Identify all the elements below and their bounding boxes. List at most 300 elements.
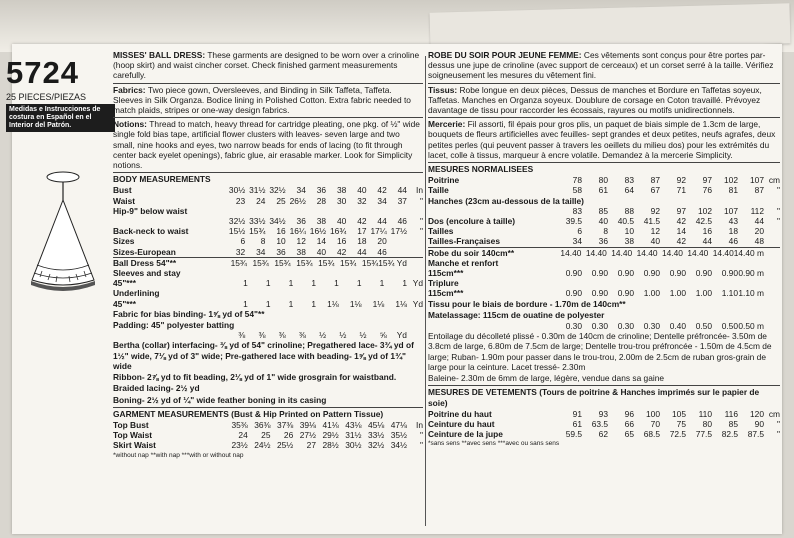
cell-value <box>265 268 285 278</box>
cell-value <box>306 268 326 278</box>
cell-value: 15¾ <box>296 257 313 268</box>
row-label: Poitrine <box>428 175 460 186</box>
row-label <box>113 216 225 226</box>
unit: " <box>420 430 423 441</box>
body-measurements-table <box>113 185 423 256</box>
yardage-table <box>113 257 423 309</box>
cell-value <box>608 196 634 206</box>
table-row <box>113 440 423 450</box>
cell-value <box>225 206 245 216</box>
cell-value <box>686 258 712 268</box>
cell-value: ⅜ <box>298 330 306 341</box>
cell-value: 16½ <box>309 226 327 237</box>
cell-value: 30½ <box>228 185 246 196</box>
cell-value: 32½ <box>367 440 385 451</box>
cell-value: 1.10 <box>721 288 738 299</box>
cell-value: 1 <box>288 278 294 289</box>
cell-value: 0.90 <box>565 288 582 299</box>
table-row <box>428 258 780 268</box>
cell-value: 38 <box>336 185 347 196</box>
cell-value: 44 <box>357 246 367 257</box>
cell-value: 44 <box>377 216 387 227</box>
unit <box>764 248 780 258</box>
unit: Yd <box>412 298 423 309</box>
boning-text: Boning- 2½ yd of ¼" wide feather boning in its casing <box>113 394 327 405</box>
cell-value: 61 <box>598 185 608 196</box>
cell-value: 1 <box>243 298 248 309</box>
cell-value: 38 <box>316 216 327 227</box>
cell-value: 65 <box>624 429 634 440</box>
cell-value: 25½ <box>276 440 294 451</box>
cell-value: 16 <box>702 226 712 237</box>
tissu-biais-text: Tissu pour le biais de bordure - 1.70m de 140cm** <box>428 298 626 309</box>
table-row <box>428 278 780 288</box>
cell-value: 0.90 <box>643 268 660 279</box>
row-label: Sizes <box>113 236 135 247</box>
cell-value: 20 <box>754 226 764 237</box>
entoilage-text: Entoilage du décolleté plissé - 0.30m de 140cm de crinoline; Dentelle préfroncée- 3.50m de 3.8cm de large, 6.80m de 7.5cm de large; Dentelle trou-trou préfroncée - 1.50m de 4.5cm de large; Ruban- 1.90m pour passer dans le trou-trou, 2.00m de 2.5cm de ruban gros-grain de large pour la ceinture. Lacet tressé- 2.30m <box>428 331 772 372</box>
cell-value: 28½ <box>322 440 339 451</box>
cell-value: 30½ <box>345 440 362 451</box>
cell-value: 78 <box>572 175 582 186</box>
cell-value: 14.40 <box>611 247 633 258</box>
fabrics-label: Fabrics: <box>113 84 146 95</box>
cell-value: 16¾ <box>330 226 347 237</box>
cell-value: 40 <box>357 185 367 196</box>
cell-value: 96 <box>624 408 634 419</box>
cell-value <box>316 288 339 298</box>
cell-value: 38 <box>296 246 306 257</box>
padding-row <box>113 320 423 330</box>
cell-value: 42 <box>336 246 347 257</box>
cell-value: 1 <box>243 278 248 289</box>
unit: " <box>777 418 780 429</box>
cell-value <box>712 258 738 268</box>
table-row <box>113 268 423 278</box>
cell-value: 33½ <box>249 216 266 227</box>
cell-value: 46 <box>397 216 407 227</box>
pattern-number: 5724 <box>6 55 79 90</box>
cell-value <box>387 236 407 246</box>
cell-value: 0.90 <box>591 268 608 279</box>
cell-value: 42 <box>676 236 686 247</box>
table-row <box>113 278 423 288</box>
padding-label: Padding: 45" polyester batting <box>113 320 235 331</box>
row-label: Poitrine du haut <box>428 408 492 419</box>
unit <box>407 268 423 278</box>
cell-value: 36 <box>276 246 286 257</box>
cell-value <box>738 258 764 268</box>
table-row <box>428 175 780 185</box>
row-label: Top Bust <box>113 419 149 430</box>
unit <box>407 247 423 257</box>
table-row <box>428 419 780 429</box>
table-row <box>428 429 780 439</box>
table-row <box>113 247 423 257</box>
unit: Yd <box>412 278 423 289</box>
cell-value: 80 <box>702 418 712 429</box>
cell-value <box>660 196 686 206</box>
table-row <box>428 196 780 206</box>
cell-value: 31½ <box>249 185 266 196</box>
cell-value: 1 <box>402 278 407 289</box>
cell-value: 48 <box>754 236 764 247</box>
cell-value: 14.40 <box>585 247 607 258</box>
cell-value <box>265 206 285 216</box>
cell-value: 26½ <box>289 195 306 206</box>
cell-value <box>326 268 346 278</box>
cell-value: 0.90 <box>721 268 738 279</box>
cell-value: 58 <box>572 185 582 196</box>
cell-value <box>387 206 407 216</box>
robe-intro: Ces vêtements sont conçus pour être portes par-dessus une jupe de crinoline (avec support de cerceaux) et un corset serré à la taille. Vérifiez soigneusement les mesures du vêtement fini. <box>428 50 774 81</box>
unit <box>764 236 780 246</box>
cell-value: 18 <box>357 236 367 247</box>
cell-value: 112 <box>750 205 764 216</box>
unit: cm <box>768 408 780 419</box>
cell-value: 24 <box>238 430 248 441</box>
cell-value: 43⅛ <box>345 419 362 430</box>
cell-value: 64 <box>624 185 634 196</box>
cell-value: 32½ <box>269 185 286 196</box>
cell-value: 0.30 <box>591 321 608 332</box>
cell-value: 107 <box>724 205 738 216</box>
row-label: Tailles-Françaises <box>428 236 501 247</box>
cell-value: 15¾ <box>230 257 247 268</box>
row-label: Ceinture de la jupe <box>428 429 503 440</box>
spanish-note: Medidas e Instrucciones de costura en Español en el Interior del Patrón. <box>6 104 115 132</box>
cell-value: 18 <box>728 226 738 237</box>
cell-value <box>738 196 764 206</box>
table-row <box>113 216 423 226</box>
cell-value: 14.40 <box>661 247 683 258</box>
table-row <box>113 185 423 195</box>
cell-value: 0.50 <box>695 321 712 332</box>
metrage-table <box>428 247 780 299</box>
row-label: Sizes-European <box>113 246 176 257</box>
cell-value: 12 <box>650 226 660 237</box>
cell-value: 33½ <box>367 430 385 441</box>
cell-value: 44 <box>397 185 407 196</box>
table-row <box>113 196 423 206</box>
cell-value: 10 <box>276 236 286 247</box>
cell-value <box>387 268 407 278</box>
mercerie-text: Fil assorti, fil épais pour gros plis, un paquet de biais simple de 1.3cm de large, bouquets de fleurs artificielles avec feuilles- sept grandes et deux petites, neufs agrafes, deux petites perles (qui peuvent passer à travers les oeillets du milieu dos) pour les extrémités du lacet, colle à tissus, marqueur à encre volatile. Demandez à la mercerie Simplicity. <box>428 119 776 160</box>
table-row <box>428 268 780 278</box>
cell-value: 40.5 <box>617 216 634 227</box>
cell-value: 17 <box>357 226 367 237</box>
cell-value: 17½ <box>390 226 407 237</box>
cell-value: 93 <box>598 408 608 419</box>
cell-value: 40 <box>336 216 347 227</box>
cell-value: 34 <box>256 246 266 257</box>
row-label: Sleeves and stay <box>113 268 181 279</box>
row-label: Robe du soir 140cm** <box>428 247 515 258</box>
cell-value: 0.40 <box>669 321 686 332</box>
cell-value: 77.5 <box>695 429 712 440</box>
cell-value: 14.40 <box>687 247 709 258</box>
cell-value: 92 <box>650 205 660 216</box>
cell-value <box>362 288 385 298</box>
cell-value: 42 <box>377 185 387 196</box>
cell-value: 40 <box>650 236 660 247</box>
row-label: Waist <box>113 195 136 206</box>
cell-value: 17¼ <box>370 226 387 237</box>
cell-value: 45⅛ <box>367 419 385 430</box>
cell-value: 87 <box>650 175 660 186</box>
row-label: Underlining <box>113 288 160 299</box>
unit: " <box>777 216 780 227</box>
cell-value: 66 <box>624 418 634 429</box>
row-label: Taille <box>428 185 449 196</box>
cell-value: 67 <box>650 185 660 196</box>
unit <box>764 196 780 206</box>
cell-value: 32 <box>357 195 367 206</box>
cell-value <box>384 288 407 298</box>
mesures-vetements-table <box>428 409 780 440</box>
cell-value <box>738 278 764 288</box>
cell-value: 42.5 <box>695 216 712 227</box>
cell-value: 1.00 <box>643 288 660 299</box>
cell-value: 16 <box>336 236 347 247</box>
cell-value: 0.50 m <box>738 321 764 332</box>
lacing-text: Braided lacing- 2½ yd <box>113 383 200 394</box>
cell-value: 39⅛ <box>299 419 316 430</box>
cell-value: 15¾ <box>361 257 379 268</box>
cell-value: 1 <box>356 278 362 289</box>
cell-value: 34 <box>572 236 582 247</box>
tissus-label: Tissus: <box>428 84 458 95</box>
bertha-text: Bertha (collar) interfacing- ⅜ yd of 54" crinoline; Pregathered lace- 3¾ yd of 1½" wide, 7⅛ yd of 3" wide; Pre-gathered lace with beading- 1⅝ yd of 1¾" wide <box>113 340 414 371</box>
row-label: Skirt Waist <box>113 440 156 451</box>
row-label: Ball Dress 54"** <box>113 257 177 268</box>
cell-value: 14.40 m <box>733 247 764 258</box>
cell-value: 90 <box>754 418 764 429</box>
unit: " <box>420 216 423 227</box>
cell-value: 15¾ <box>249 226 266 237</box>
cell-value: 82.5 <box>721 429 738 440</box>
cell-value: 15¾ Yd <box>378 257 407 268</box>
cell-value: 34 <box>296 185 306 196</box>
cell-value: 83 <box>572 205 582 216</box>
cell-value: 15¾ <box>318 257 335 268</box>
cell-value: 0.30 <box>643 321 660 332</box>
cell-value: 43 <box>728 216 738 227</box>
cell-value: 0.90 m <box>738 268 764 279</box>
cell-value <box>271 288 294 298</box>
cell-value: 47⅛ <box>390 419 407 430</box>
cell-value: 8 <box>603 226 608 237</box>
cell-value: 14.40 <box>560 247 582 258</box>
cell-value: 85 <box>728 418 738 429</box>
cell-value <box>712 278 738 288</box>
ribbon-text: Ribbon- 2⅞ yd to fit beading, 2⅛ yd of 1" wide grosgrain for waistband. <box>113 372 397 383</box>
cell-value: 1 <box>334 278 339 289</box>
row-label: Ceinture du haut <box>428 418 495 429</box>
table-row <box>113 258 423 268</box>
pieces-count: 25 PIECES/PIEZAS <box>6 92 87 102</box>
french-column <box>428 50 780 451</box>
matelassage-text: Matelassage: 115cm de ouatine de polyester <box>428 309 605 320</box>
cell-value: 27 <box>306 440 316 451</box>
cell-value: 1⅛ <box>372 298 385 309</box>
cell-value: 37⅜ <box>276 419 294 430</box>
ball-dress-illustration <box>28 165 98 295</box>
cell-value: 42 <box>357 216 367 227</box>
dress-title: MISSES' BALL DRESS: <box>113 50 206 60</box>
unit <box>764 278 780 288</box>
dress-intro: These garments are designed to be worn over a crinoline (hoop skirt) and waist cincher corset. Check finished garment measurements carefully. <box>113 50 420 81</box>
cell-value <box>367 268 387 278</box>
cell-value <box>346 268 366 278</box>
row-label <box>113 330 225 340</box>
table-row <box>113 206 423 216</box>
body-measurements-heading: BODY MEASUREMENTS <box>113 172 423 184</box>
cell-value <box>556 278 582 288</box>
footnote-fr: *sans sens **avec sens ***avec ou sans sens <box>428 440 560 448</box>
cell-value: 1⅛ <box>349 298 362 309</box>
cell-value: 102 <box>724 175 738 186</box>
cell-value <box>582 258 608 268</box>
unit: In <box>416 419 423 430</box>
unit <box>764 258 780 268</box>
table-row <box>428 248 780 258</box>
cell-value: 0.90 <box>591 288 608 299</box>
table-row <box>428 206 780 216</box>
cell-value: ⅜ <box>278 330 286 341</box>
cell-value <box>556 196 582 206</box>
row-label: Dos (encolure à taille) <box>428 216 516 227</box>
cell-value: 1 <box>265 298 271 309</box>
cell-value: 102 <box>698 205 712 216</box>
cell-value: 92 <box>676 175 686 186</box>
cell-value: 15¾ <box>274 257 291 268</box>
cell-value: 41⅛ <box>322 419 339 430</box>
table-row <box>428 185 780 195</box>
row-label: 45"*** <box>113 298 137 309</box>
cell-value: 0.90 <box>669 268 686 279</box>
unit <box>764 268 780 278</box>
cell-value: 8 <box>260 236 266 247</box>
baleine-text: Baleine- 2.30m de 6mm de large, légère, vendue dans sa gaine <box>428 373 665 384</box>
cell-value <box>634 278 660 288</box>
cell-value: 76 <box>702 185 712 196</box>
cell-value: 71 <box>676 185 686 196</box>
unit: " <box>777 205 780 216</box>
cell-value: 87 <box>754 185 764 196</box>
cell-value: 24½ <box>254 440 271 451</box>
cell-value: 39.5 <box>565 216 582 227</box>
cell-value: 0.50 <box>721 321 738 332</box>
cell-value: 1.10 m <box>738 288 764 299</box>
cell-value <box>634 196 660 206</box>
cell-value: 100 <box>646 408 660 419</box>
cell-value: 36 <box>316 185 327 196</box>
cell-value: 0.30 <box>565 321 582 332</box>
cell-value: Yd <box>396 330 407 341</box>
cell-value: 31½ <box>345 430 362 441</box>
cell-value <box>556 258 582 268</box>
column-divider <box>425 56 426 526</box>
cell-value: 14 <box>316 236 327 247</box>
unit: " <box>420 226 423 237</box>
cell-value: 6 <box>577 226 582 237</box>
matelassage-values <box>428 321 780 331</box>
cell-value: 1 <box>288 298 294 309</box>
cell-value: 15¾ <box>340 257 357 268</box>
tissus-text: Robe longue en deux pièces, Dessus de manches et Bordure en Taffetas soyeux, Taffetas. Manches en Organza soyeux. Doublure de corsage en Coton travaillé. Prévoyez davantage de tissu pour raccorder les écossais, rayures ou motifs unidirectionnels. <box>428 84 762 116</box>
cell-value: 23½ <box>231 440 248 451</box>
garment-measurements-heading: GARMENT MEASUREMENTS (Bust & Hip Printed on Pattern Tissue) <box>113 407 423 419</box>
table-row <box>113 299 423 309</box>
cell-value: 24 <box>256 195 266 206</box>
cell-value: 1 <box>311 298 316 309</box>
robe-title: ROBE DU SOIR POUR JEUNE FEMME: <box>428 50 582 60</box>
cell-value: 110 <box>698 408 712 419</box>
cell-value: 16¼ <box>289 226 306 237</box>
cell-value <box>293 288 316 298</box>
row-label <box>428 206 556 216</box>
cell-value: ½ <box>319 330 327 341</box>
unit <box>407 258 423 268</box>
row-label <box>428 321 556 331</box>
row-label: 45"*** <box>113 278 137 289</box>
cell-value: 25 <box>276 195 286 206</box>
row-label: Hanches (23cm au-dessous de la taille) <box>428 195 584 206</box>
cell-value <box>712 196 738 206</box>
cell-value: 97 <box>676 205 686 216</box>
cell-value: 80 <box>598 175 608 186</box>
garment-measurements-table <box>113 420 423 451</box>
padding-values <box>113 330 423 340</box>
cell-value <box>248 288 271 298</box>
table-row <box>428 226 780 236</box>
cell-value: 14.40 <box>636 247 658 258</box>
cell-value <box>225 268 245 278</box>
cell-value: 34½ <box>269 216 286 227</box>
cell-value: 0.90 <box>617 288 634 299</box>
footnote: *without nap **with nap ***with or without nap <box>113 451 244 459</box>
cell-value: 10 <box>624 226 634 237</box>
notions-label: Notions: <box>113 119 147 130</box>
cell-value <box>326 206 346 216</box>
cell-value: ½ <box>339 330 347 341</box>
cell-value: 1⅛ <box>395 298 407 309</box>
bias-text: Fabric for bias binding- 1⅝ yd of 54"** <box>113 308 265 319</box>
cell-value: 1⅛ <box>327 298 339 309</box>
cell-value <box>286 206 306 216</box>
row-label: 115cm*** <box>428 288 464 299</box>
cell-value: 38 <box>624 236 634 247</box>
unit: cm <box>768 175 780 186</box>
cell-value: 35⅜ <box>231 419 248 430</box>
cell-value: 36⅜ <box>254 419 271 430</box>
cell-value: 59.5 <box>565 429 582 440</box>
table-row <box>113 226 423 236</box>
cell-value: 42 <box>676 216 686 227</box>
unit <box>764 288 780 298</box>
cell-value: ⅜ <box>238 330 246 341</box>
cell-value: 68.5 <box>643 429 660 440</box>
unit: " <box>420 195 423 206</box>
table-row <box>113 430 423 440</box>
cell-value: 120 <box>750 408 764 419</box>
cell-value <box>686 278 712 288</box>
cell-value: 63.5 <box>591 418 608 429</box>
cell-value: 26 <box>283 430 294 441</box>
table-row <box>428 216 780 226</box>
cell-value: 36 <box>296 216 306 227</box>
